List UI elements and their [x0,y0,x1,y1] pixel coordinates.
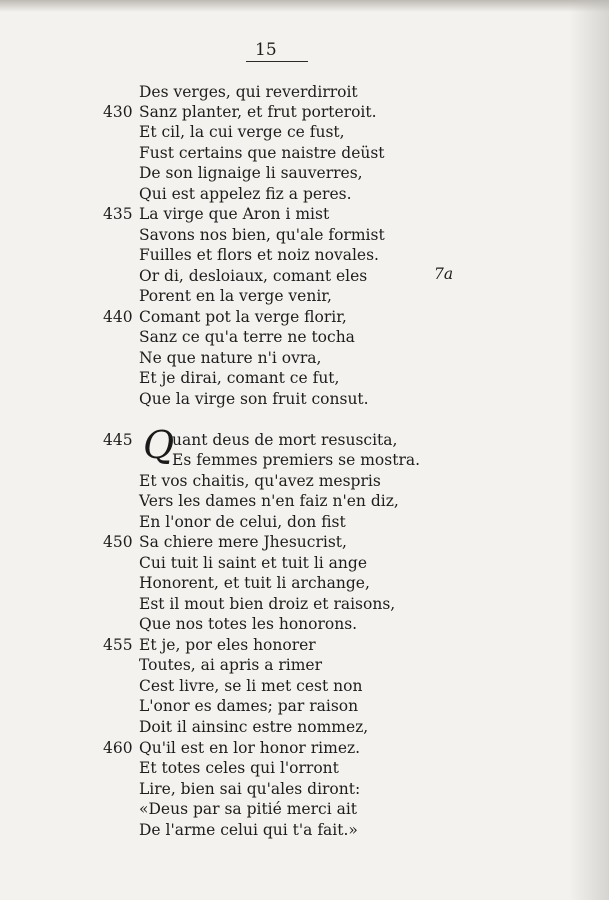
page-right-shadow [569,0,609,900]
verse-line: Or di, desloiaux, comant eles [139,267,368,285]
line-number-440: 440 [103,308,133,326]
line-number-460: 460 [103,739,133,757]
line-number-450: 450 [103,533,133,551]
verse-line: Fust certains que naistre deüst [139,144,385,162]
drop-cap: Q [143,423,175,467]
verse-line: De l'arme celui qui t'a fait.» [139,821,358,839]
verse-line: Doit il ainsinc estre nommez, [139,718,369,736]
line-number-435: 435 [103,205,133,223]
verse-line: Lire, bien sai qu'ales diront: [139,780,361,798]
verse-line: Savons nos bien, qu'ale formist [139,226,385,244]
verse-line: En l'onor de celui, don fist [139,513,346,531]
verse-line: Et je, por eles honorer [139,636,316,654]
verse-line: Et cil, la cui verge ce fust, [139,123,345,141]
verse-line: Qu'il est en lor honor rimez. [139,739,361,757]
line-number-455: 455 [103,636,133,654]
line-number-430: 430 [103,103,133,121]
verse-line: «Deus par sa pitié merci ait [139,800,358,818]
verse-line: Vers les dames n'en faiz n'en diz, [139,492,399,510]
page-number: 15 [255,40,277,60]
verse-line: Comant pot la verge florir, [139,308,347,326]
verse-line: Sanz ce qu'a terre ne tocha [139,328,355,346]
verse-line: L'onor es dames; par raison [139,697,359,715]
verse-line: Des verges, qui reverdirroit [139,83,358,101]
verse-line: Est il mout bien droiz et raisons, [139,595,396,613]
verse-line: De son lignaige li sauverres, [139,164,363,182]
margin-folio-note: 7a [434,265,454,283]
verse-line: Porent en la verge venir, [139,287,332,305]
verse-line: Sanz planter, et frut porteroit. [139,103,377,121]
verse-line: Cui tuit li saint et tuit li ange [139,554,367,572]
verse-line: Et totes celes qui l'orront [139,759,339,777]
verse-line: Toutes, ai apris a rimer [139,656,323,674]
line-number-445: 445 [103,431,133,449]
verse-line: Que la virge son fruit consut. [139,390,369,408]
verse-line: Fuilles et flors et noiz novales. [139,246,379,264]
verse-line: Qui est appelez fiz a peres. [139,185,352,203]
verse-line: Es femmes premiers se mostra. [172,451,421,469]
verse-line: uant deus de mort resuscita, [172,431,398,449]
page-top-shadow [0,0,609,12]
verse-line: Sa chiere mere Jhesucrist, [139,533,347,551]
verse-line: Ne que nature n'i ovra, [139,349,322,367]
verse-line: Et je dirai, comant ce fut, [139,369,340,387]
page-number-rule [246,61,308,62]
verse-line: Cest livre, se li met cest non [139,677,363,695]
verse-line: Et vos chaitis, qu'avez mespris [139,472,381,490]
verse-line: Honorent, et tuit li archange, [139,574,370,592]
verse-line: Que nos totes les honorons. [139,615,358,633]
verse-line: La virge que Aron i mist [139,205,330,223]
